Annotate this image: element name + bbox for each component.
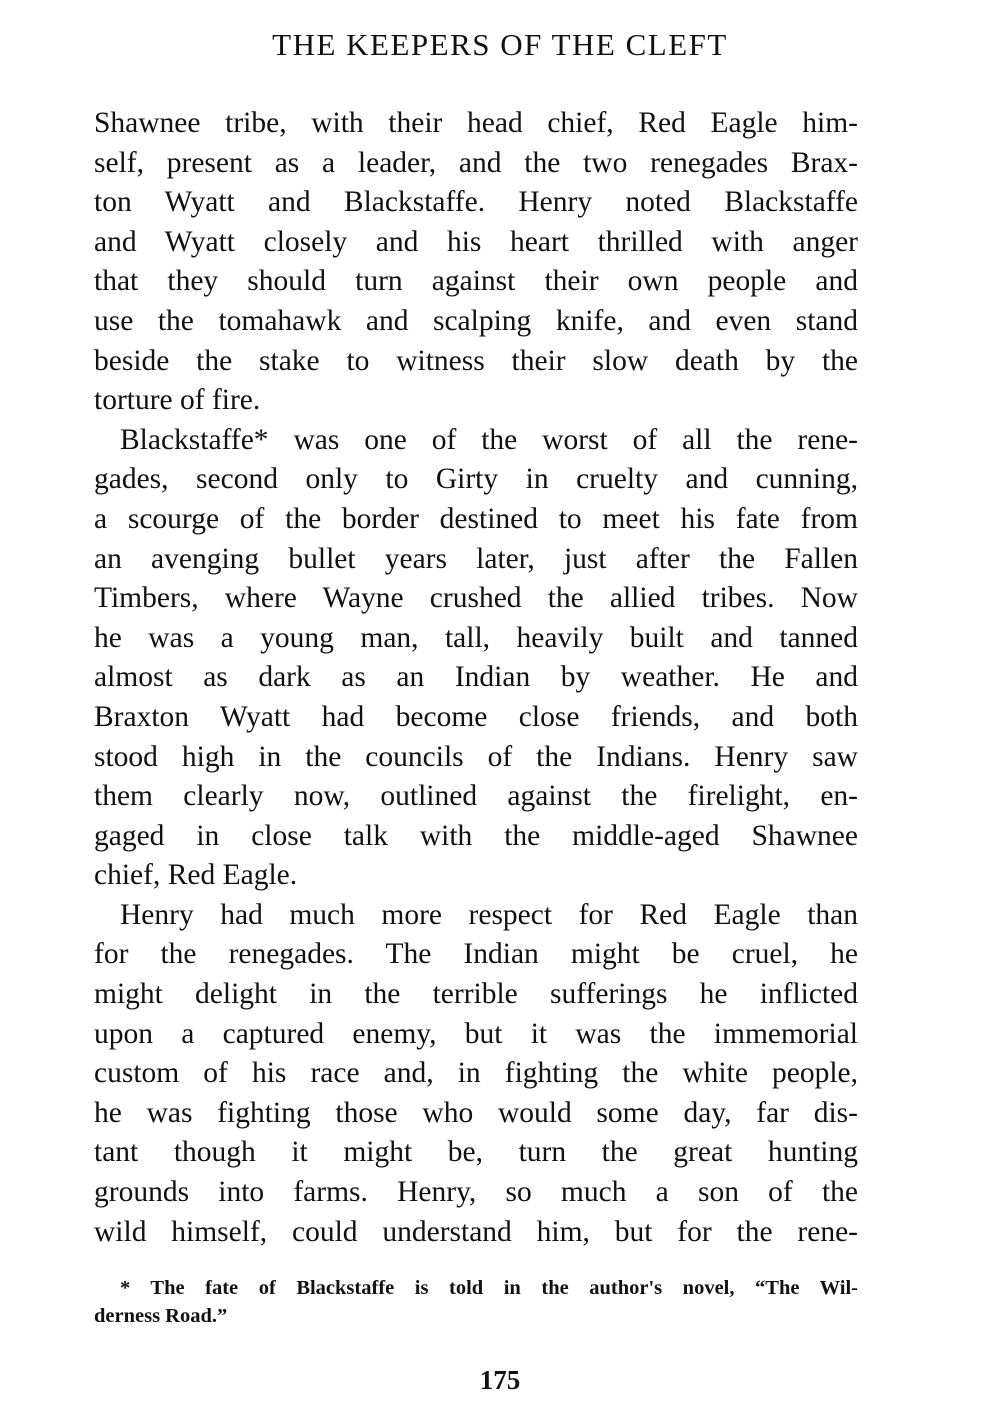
text-line: he was a young man, tall, heavily built and tanned (94, 621, 858, 654)
text-line: Henry had much more respect for Red Eagle than (120, 898, 858, 931)
footnote-line: derness Road.” (94, 1305, 228, 1327)
text-line: an avenging bullet years later, just after the Fallen (94, 542, 858, 575)
text-line: custom of his race and, in fighting the white people, (94, 1057, 858, 1090)
text-line: grounds into farms. Henry, so much a son of the (94, 1176, 858, 1209)
text-line: gaged in close talk with the middle-aged Shawnee (94, 819, 858, 852)
running-title: THE KEEPERS OF THE CLEFT (272, 27, 728, 62)
text-line: use the tomahawk and scalping knife, and even stand (94, 304, 858, 337)
text-line: almost as dark as an Indian by weather. He and (94, 661, 858, 694)
text-line: Shawnee tribe, with their head chief, Red Eagle him- (94, 107, 858, 139)
text-line: for the renegades. The Indian might be cruel, he (94, 938, 858, 971)
text-line: a scourge of the border destined to meet his fate from (94, 502, 858, 535)
text-line: chief, Red Eagle. (94, 859, 298, 892)
body-text (94, 104, 858, 1252)
text-line: he was fighting those who would some day, far dis- (94, 1096, 858, 1129)
text-line: tant though it might be, turn the great hunting (94, 1136, 858, 1169)
text-line: Braxton Wyatt had become close friends, and both (94, 700, 858, 733)
text-line: and Wyatt closely and his heart thrilled with anger (94, 225, 858, 258)
footnote (94, 1274, 858, 1330)
footnote-line: * The fate of Blackstaffe is told in the author's novel, “The Wil- (120, 1277, 858, 1299)
text-line: Timbers, where Wayne crushed the allied tribes. Now (94, 582, 858, 615)
text-line: stood high in the councils of the Indians. Henry saw (94, 740, 858, 773)
text-line: wild himself, could understand him, but for the rene- (94, 1215, 858, 1248)
text-line: that they should turn against their own people and (94, 265, 858, 298)
page-number: 175 (479, 1365, 521, 1395)
text-line: might delight in the terrible sufferings he inflicted (94, 978, 858, 1011)
text-line: self, present as a leader, and the two renegades Brax- (94, 146, 858, 179)
text-line: upon a captured enemy, but it was the immemorial (94, 1017, 858, 1050)
text-line: them clearly now, outlined against the firelight, en- (94, 780, 858, 813)
text-line: torture of fire. (94, 384, 261, 417)
text-line: beside the stake to witness their slow death by the (94, 344, 858, 377)
text-line: ton Wyatt and Blackstaffe. Henry noted Blackstaffe (94, 186, 858, 219)
text-line: Blackstaffe* was one of the worst of all the rene- (120, 423, 858, 456)
text-line: gades, second only to Girty in cruelty and cunning, (94, 463, 858, 496)
